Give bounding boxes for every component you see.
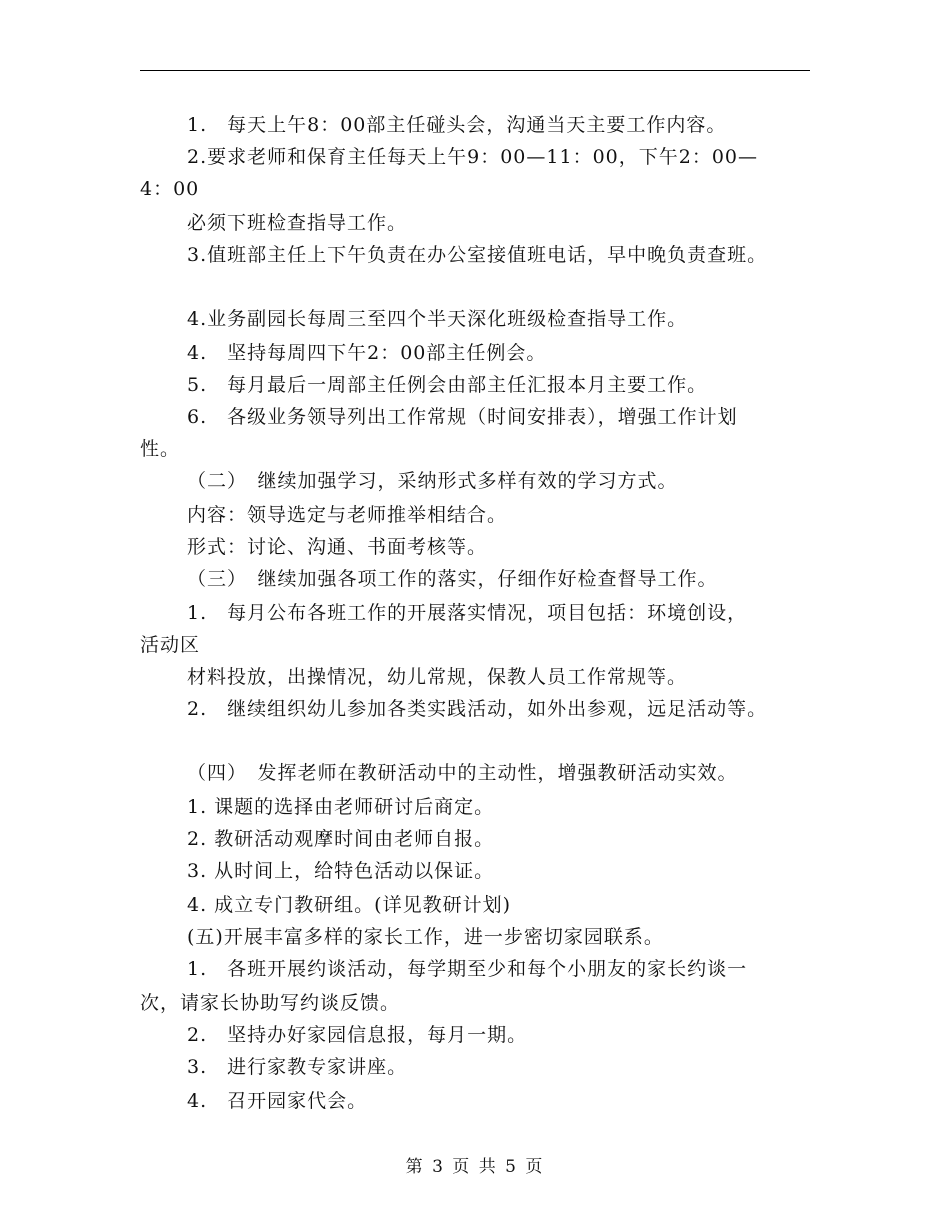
text-line: 4. 召开园家代会。 (187, 1090, 368, 1112)
text-line: 6. 各级业务领导列出工作常规（时间安排表），增强工作计划 (187, 406, 738, 428)
text-line: 形式：讨论、沟通、书面考核等。 (187, 536, 488, 558)
text-line: 2.要求老师和保育主任每天上午9：00—11：00，下午2：00— (187, 146, 759, 168)
text-line: 1. 课题的选择由老师研讨后商定。 (187, 796, 495, 818)
header-rule (140, 70, 810, 71)
text-line: 2. 坚持办好家园信息报，每月一期。 (187, 1024, 528, 1046)
text-line: 活动区 (140, 634, 201, 656)
text-line: 次，请家长协助写约谈反馈。 (140, 992, 401, 1014)
text-line: 1. 每天上午8：00部主任碰头会，沟通当天主要工作内容。 (187, 114, 727, 136)
section-heading: (五)开展丰富多样的家长工作，进一步密切家园联系。 (187, 926, 664, 948)
section-heading: （二） 继续加强学习，采纳形式多样有效的学习方式。 (187, 470, 678, 492)
text-line: 内容：领导选定与老师推举相结合。 (187, 504, 508, 526)
text-line: 3.值班部主任上下午负责在办公室接值班电话，早中晚负责查班。 (187, 244, 768, 266)
text-line: 5. 每月最后一周部主任例会由部主任汇报本月主要工作。 (187, 374, 708, 396)
section-heading: （三） 继续加强各项工作的落实，仔细作好检查督导工作。 (187, 568, 718, 590)
text-line: 4.业务副园长每周三至四个半天深化班级检查指导工作。 (187, 308, 688, 330)
text-line: 性。 (140, 438, 181, 460)
text-line: 4. 坚持每周四下午2：00部主任例会。 (187, 342, 547, 364)
text-line: 3. 从时间上，给特色活动以保证。 (187, 860, 495, 882)
text-line: 3. 进行家教专家讲座。 (187, 1056, 408, 1078)
text-line: 2. 教研活动观摩时间由老师自报。 (187, 828, 495, 850)
text-line: 2. 继续组织幼儿参加各类实践活动，如外出参观，远足活动等。 (187, 698, 768, 720)
text-line: 1. 每月公布各班工作的开展落实情况，项目包括：环境创设， (187, 602, 748, 624)
text-line: 4. 成立专门教研组。(详见教研计划) (187, 894, 511, 916)
section-heading: （四） 发挥老师在教研活动中的主动性，增强教研活动实效。 (187, 762, 738, 784)
text-line: 材料投放，出操情况，幼儿常规，保教人员工作常规等。 (187, 666, 688, 688)
text-line: 4：00 (140, 178, 200, 200)
text-line: 1. 各班开展约谈活动，每学期至少和每个小朋友的家长约谈一 (187, 958, 748, 980)
text-line: 必须下班检查指导工作。 (187, 212, 408, 234)
page-footer: 第 3 页 共 5 页 (405, 1157, 545, 1177)
